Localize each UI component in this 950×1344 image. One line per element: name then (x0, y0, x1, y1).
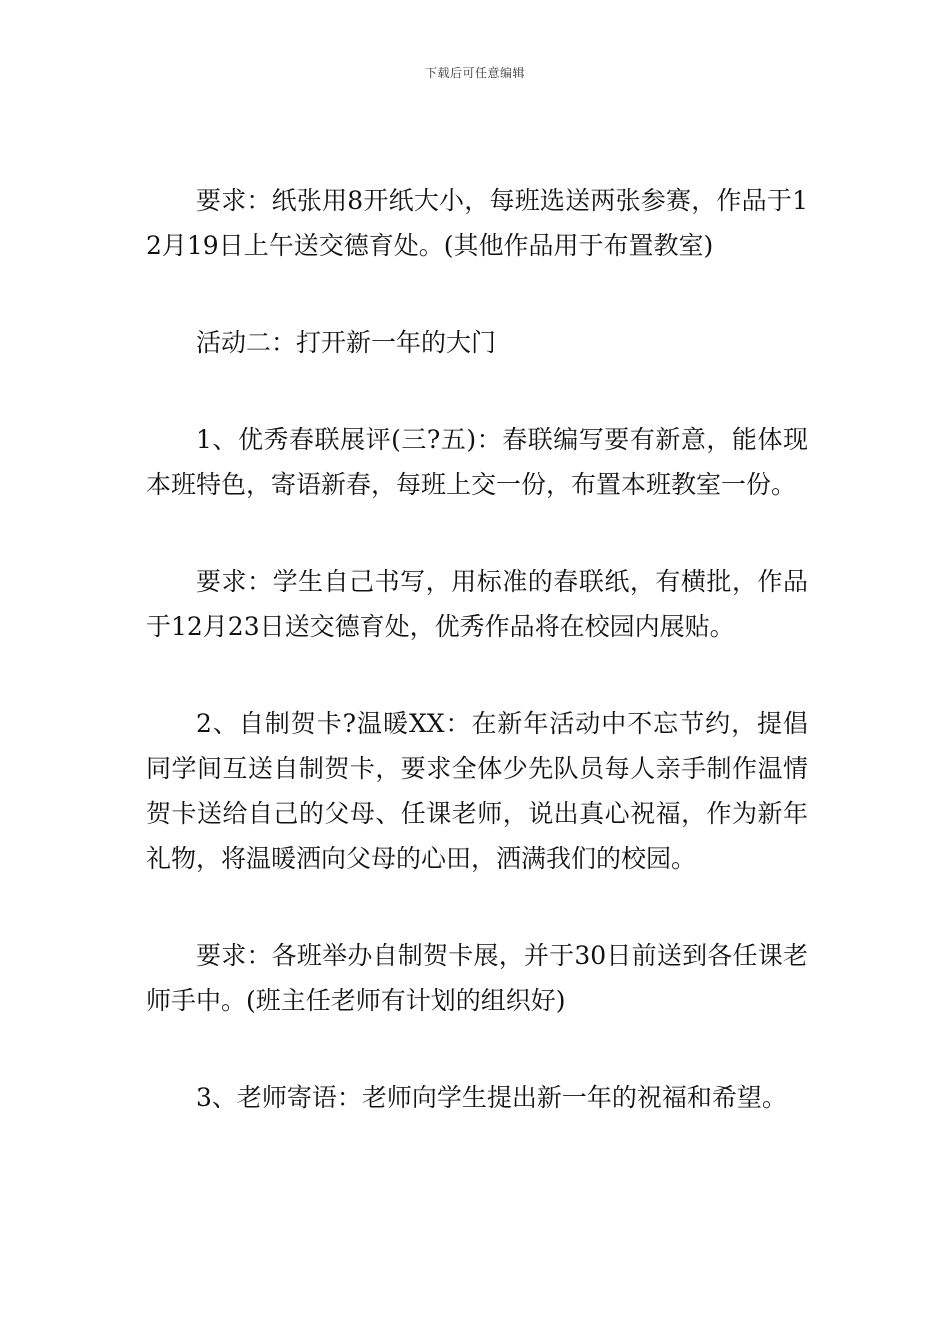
paragraph-activity-2-heading: 活动二：打开新一年的大门 (196, 328, 497, 357)
paragraph-item-2: 2、自制贺卡?温暖XX：在新年活动中不忘节约，提倡同学间互送自制贺卡，要求全体少先队员每人亲手制作温情贺卡送给自己的父母、任课老师，说出真心祝福，作为新年礼物，将温暖洒向父母的心田，洒满我们的校园。 (146, 709, 808, 873)
paragraph-requirement-1: 要求：纸张用8开纸大小，每班选送两张参赛，作品于12月19日上午送交德育处。(其他作品用于布置教室) (146, 186, 808, 260)
paragraph-item-3: 3、老师寄语：老师向学生提出新一年的祝福和希望。 (196, 1083, 787, 1112)
page-header: 下载后可任意编辑 (424, 66, 525, 80)
paragraph-requirement-2: 要求：学生自己书写，用标准的春联纸，有横批，作品于12月23日送交德育处，优秀作品将在校园内展贴。 (146, 567, 808, 641)
paragraph-item-1: 1、优秀春联展评(三?五)：春联编写要有新意，能体现本班特色，寄语新春，每班上交一份，布置本班教室一份。 (146, 425, 808, 499)
document-body (146, 178, 808, 1120)
paragraph-requirement-3: 要求：各班举办自制贺卡展，并于30日前送到各任课老师手中。(班主任老师有计划的组织好) (146, 941, 808, 1015)
